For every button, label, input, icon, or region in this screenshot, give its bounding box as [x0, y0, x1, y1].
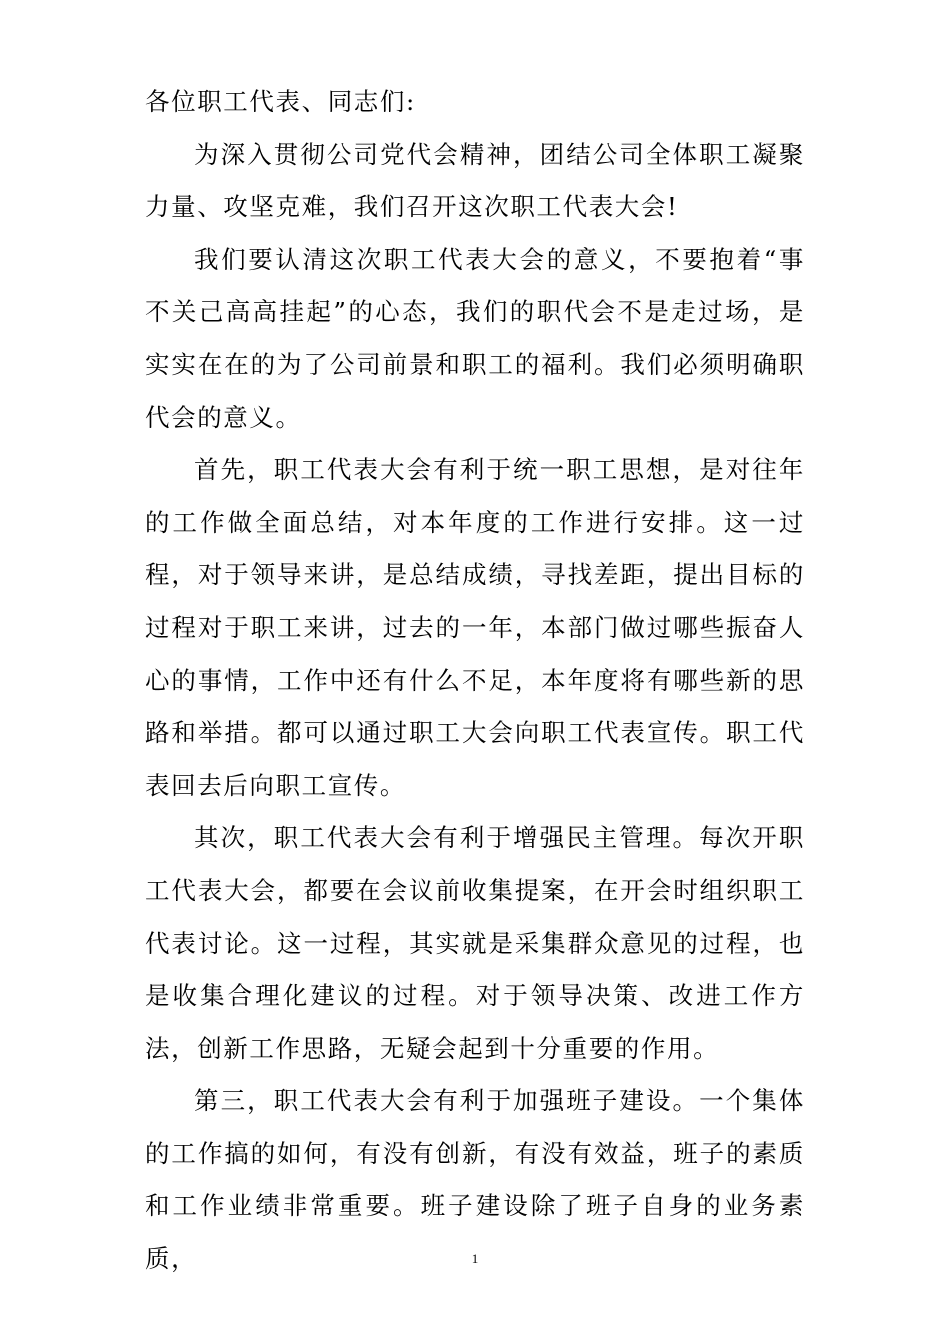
paragraph-third-point: 第三，职工代表大会有利于加强班子建设。一个集体的工作搞的如何，有没有创新，有没有效益，班子的素质和工作业绩非常重要。班子建设除了班子自身的业务素质，: [145, 1086, 805, 1274]
paragraph-second-point: 其次，职工代表大会有利于增强民主管理。每次开职工代表大会，都要在会议前收集提案，在开会时组织职工代表讨论。这一过程，其实就是采集群众意见的过程，也是收集合理化建议的过程。对于领导决策、改进工作方法，创新工作思路，无疑会起到十分重要的作用。: [145, 823, 805, 1063]
paragraph-intro: 为深入贯彻公司党代会精神，团结公司全体职工凝聚力量、攻坚克难，我们召开这次职工代表大会!: [145, 139, 805, 222]
paragraph-significance: 我们要认清这次职工代表大会的意义，不要抱着“事不关己高高挂起”的心态，我们的职代会不是走过场，是实实在在的为了公司前景和职工的福利。我们必须明确职代会的意义。: [145, 244, 805, 432]
page-number: 1: [471, 1251, 479, 1266]
paragraph-first-point: 首先，职工代表大会有利于统一职工思想，是对往年的工作做全面总结，对本年度的工作进行安排。这一过程，对于领导来讲，是总结成绩，寻找差距，提出目标的过程对于职工来讲，过去的一年，本部门做过哪些振奋人心的事情，工作中还有什么不足，本年度将有哪些新的思路和举措。都可以通过职工大会向职工代表宣传。职工代表回去后向职工宣传。: [145, 455, 805, 800]
salutation: 各位职工代表、同志们:: [145, 87, 416, 116]
document-body: [145, 76, 805, 1286]
